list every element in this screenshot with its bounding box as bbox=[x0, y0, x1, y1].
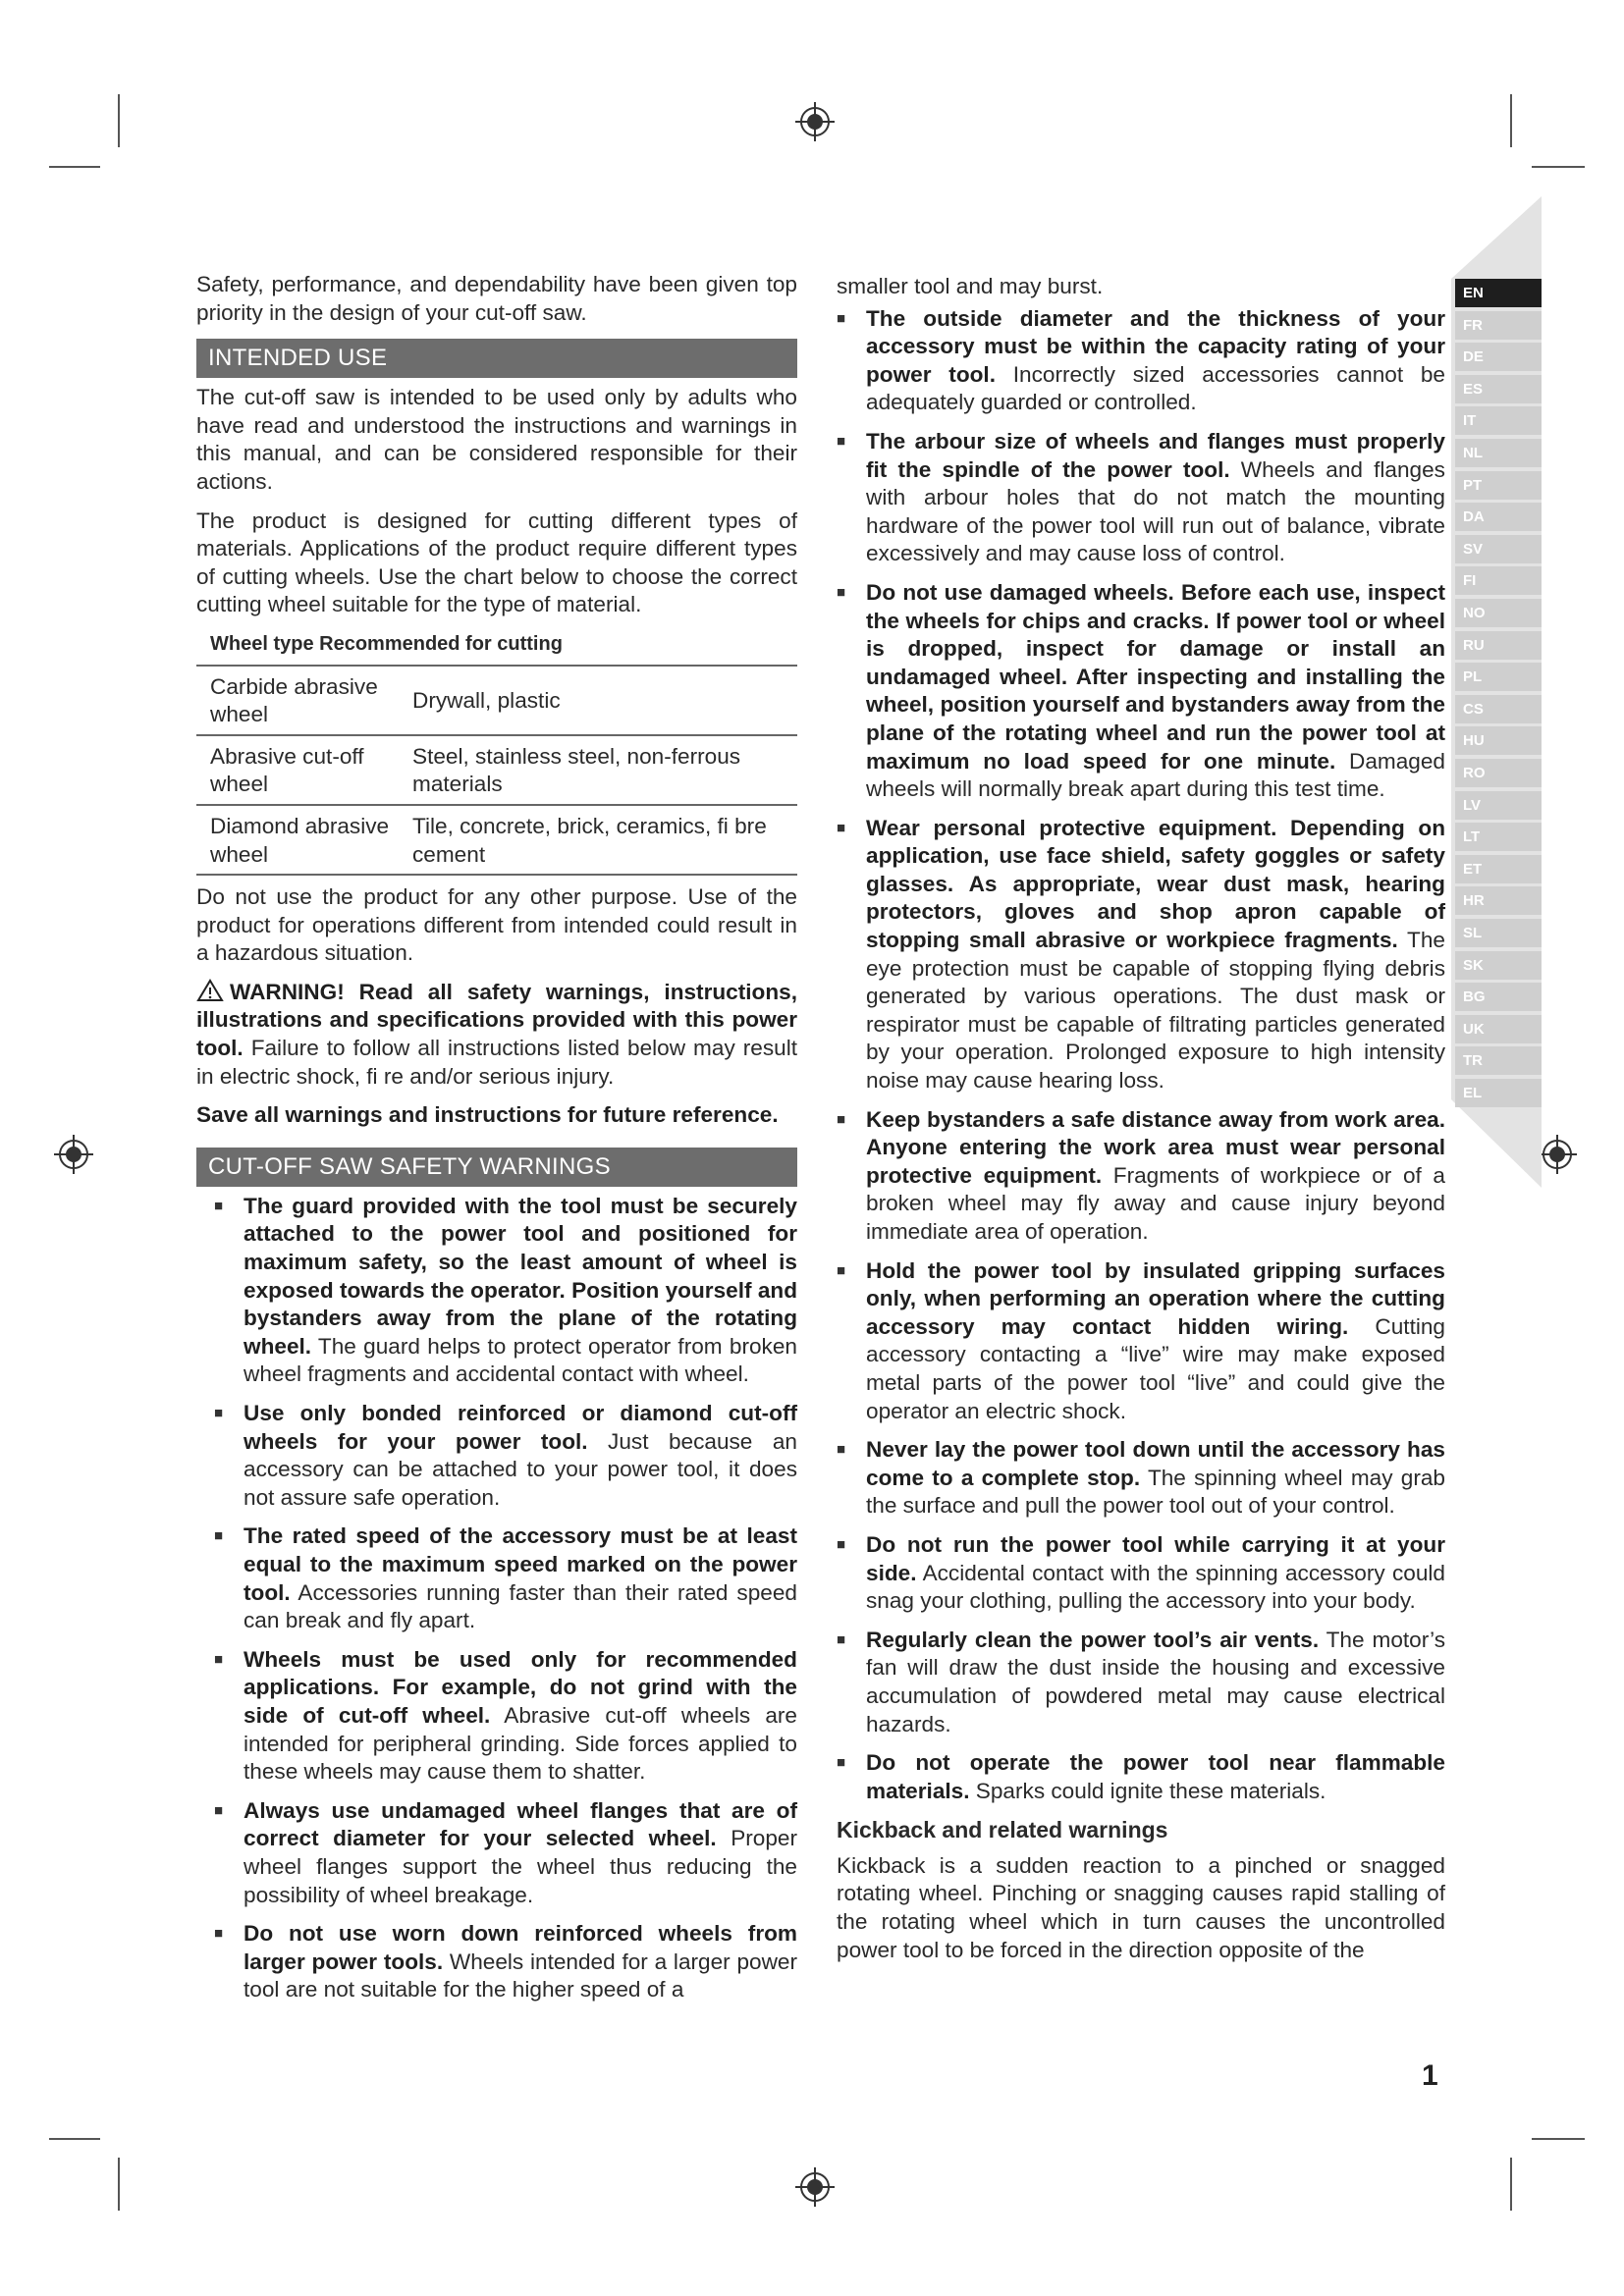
language-tab-hu[interactable]: HU bbox=[1455, 726, 1542, 755]
list-item bbox=[214, 1797, 797, 1909]
kickback-heading: Kickback and related warnings bbox=[837, 1817, 1168, 1843]
bullet-square-icon: ■ bbox=[837, 1441, 846, 1459]
list-item-text: Regularly clean the power tool’s air vents. The motor’s fan will draw the dust inside the housing and excessive accumulation of powdered metal may cause electrical hazards. bbox=[866, 1627, 1445, 1736]
list-item bbox=[214, 1193, 797, 1389]
list-item bbox=[214, 1400, 797, 1512]
language-tab-cs[interactable]: CS bbox=[1455, 695, 1542, 723]
list-item bbox=[837, 305, 1445, 417]
language-tab-uk[interactable]: UK bbox=[1455, 1015, 1542, 1043]
bullet-square-icon: ■ bbox=[214, 1801, 224, 1819]
list-item bbox=[837, 428, 1445, 568]
language-tab-tr[interactable]: TR bbox=[1455, 1046, 1542, 1075]
list-item bbox=[214, 1646, 797, 1787]
bullet-square-icon: ■ bbox=[214, 1925, 224, 1943]
warning-paragraph bbox=[196, 979, 797, 1091]
language-tab-en[interactable]: EN bbox=[1455, 279, 1542, 307]
list-item bbox=[837, 579, 1445, 804]
registration-mark-icon bbox=[795, 102, 835, 141]
table-row bbox=[196, 736, 797, 806]
wheel-use-cell: Drywall, plastic bbox=[412, 687, 561, 713]
language-tab-et[interactable]: ET bbox=[1455, 855, 1542, 883]
table-row bbox=[196, 806, 797, 876]
left-column bbox=[196, 271, 797, 2015]
warning-triangle-icon bbox=[196, 979, 224, 1002]
bullet-square-icon: ■ bbox=[837, 1261, 846, 1279]
list-item bbox=[837, 1531, 1445, 1616]
list-item-text: The arbour size of wheels and flanges must properly fit the spindle of the power tool. Wheels and flanges with arbour holes that do not match the mounting hardware of the power tool will run out of balance, vibrate excessively and may cause loss of control. bbox=[866, 428, 1445, 566]
crop-mark bbox=[1510, 2158, 1512, 2211]
list-item-text: Hold the power tool by insulated gripping surfaces only, when performing an operation where the cutting accessory may contact hidden wiring. Cutting accessory contacting a “live” wire may make exposed metal parts of the power tool “live” and could give the operator an electric shock. bbox=[866, 1257, 1446, 1423]
list-item-text: Use only bonded reinforced or diamond cut-off wheels for your power tool. Just because an accessory can be attached to your power tool, it does not assure safe operation. bbox=[244, 1401, 797, 1510]
bullet-square-icon: ■ bbox=[837, 1110, 846, 1128]
bullet-square-icon: ■ bbox=[214, 1197, 224, 1214]
list-item bbox=[837, 1106, 1445, 1247]
warning-rest: Failure to follow all instructions listed below may result in electric shock, fi re and/or serious injury. bbox=[196, 1036, 797, 1089]
list-item-text: Wear personal protective equipment. Depending on application, use face shield, safety goggles or safety glasses. As appropriate, wear dust mask, hearing protectors, gloves and shop apron capable of stopping small abrasive or workpiece fragments. The eye protection must be capable of stopping flying debris generated by various operations. The dust mask or respirator must be capable of filtrating particles generated by your operation. Prolonged exposure to high intensity noise may cause hearing loss. bbox=[866, 815, 1445, 1094]
left-bullet-list bbox=[196, 1193, 797, 2004]
bullet-square-icon: ■ bbox=[837, 819, 846, 836]
language-tab-sl[interactable]: SL bbox=[1455, 919, 1542, 947]
language-tab-es[interactable]: ES bbox=[1455, 375, 1542, 403]
crop-mark bbox=[118, 2158, 120, 2211]
bullet-square-icon: ■ bbox=[837, 432, 846, 450]
language-tab-el[interactable]: EL bbox=[1455, 1079, 1542, 1107]
language-tab-no[interactable]: NO bbox=[1455, 599, 1542, 627]
list-item bbox=[837, 815, 1445, 1095]
wheel-type-cell: Diamond abrasive wheel bbox=[210, 813, 390, 867]
bullet-square-icon: ■ bbox=[837, 1630, 846, 1648]
list-item-text: Do not operate the power tool near flammable materials. Sparks could ignite these materials. bbox=[866, 1750, 1445, 1803]
bullet-square-icon: ■ bbox=[837, 583, 846, 601]
wheel-type-table bbox=[196, 630, 797, 876]
language-tab-it[interactable]: IT bbox=[1455, 406, 1542, 435]
bullet-square-icon: ■ bbox=[837, 1535, 846, 1553]
registration-mark-icon bbox=[54, 1135, 93, 1174]
bullet-square-icon: ■ bbox=[214, 1650, 224, 1668]
wheel-use-cell: Steel, stainless steel, non-ferrous materials bbox=[412, 743, 741, 797]
language-tab-bg[interactable]: BG bbox=[1455, 983, 1542, 1011]
warning-bold: WARNING! Read all safety warnings, instructions, illustrations and specifications provided with this power tool. bbox=[196, 979, 797, 1061]
language-tab-hr[interactable]: HR bbox=[1455, 886, 1542, 915]
list-item bbox=[837, 1436, 1445, 1521]
list-item bbox=[214, 1920, 797, 2004]
right-bullet-list bbox=[837, 305, 1445, 1806]
list-item-text: Do not run the power tool while carrying it at your side. Accidental contact with the spinning accessory could snag your clothing, pulling the accessory into your body. bbox=[866, 1531, 1445, 1614]
list-item-text: Keep bystanders a safe distance away from work area. Anyone entering the work area must wear personal protective equipment. Fragments of workpiece or of a broken wheel may fly away and cause injury beyond immediate area of operation. bbox=[866, 1106, 1445, 1244]
list-item bbox=[837, 1749, 1445, 1805]
list-item bbox=[837, 1257, 1445, 1426]
registration-mark-icon bbox=[795, 2167, 835, 2207]
language-tab-de[interactable]: DE bbox=[1455, 343, 1542, 371]
crop-mark bbox=[1510, 94, 1512, 147]
language-tab-sk[interactable]: SK bbox=[1455, 951, 1542, 980]
language-tab-nl[interactable]: NL bbox=[1455, 439, 1542, 467]
language-tab-pt[interactable]: PT bbox=[1455, 471, 1542, 500]
intended-use-p1: The cut-off saw is intended to be used only by adults who have read and understood the instructions and warnings in this manual, and can be considered responsible for their actions. bbox=[196, 385, 797, 494]
list-item-text: Do not use damaged wheels. Before each use, inspect the wheels for chips and cracks. If power tool or wheel is dropped, inspect for damage or install an undamaged wheel. After inspecting and installing the wheel, position yourself and bystanders away from the plane of the rotating wheel and run the power tool at maximum no load speed for one minute. Damaged wheels will normally break apart during this test time. bbox=[866, 579, 1445, 802]
list-item-text: The rated speed of the accessory must be at least equal to the maximum speed marked on the power tool. Accessories running faster than their rated speed can break and fly apart. bbox=[244, 1523, 797, 1633]
list-item bbox=[837, 1627, 1445, 1738]
list-item-text: The outside diameter and the thickness of your accessory must be within the capacity rating of your power tool. Incorrectly sized accessories cannot be adequately guarded or controlled. bbox=[866, 305, 1445, 415]
bullet-square-icon: ■ bbox=[214, 1405, 224, 1421]
intended-use-heading: INTENDED USE bbox=[196, 339, 797, 378]
intended-use-p2: The product is designed for cutting different types of materials. Applications of the product require different types of cutting wheels. Use the chart below to choose the correct cutting wheel suitable for the type of material. bbox=[196, 507, 797, 617]
page-number: 1 bbox=[1422, 2059, 1438, 2092]
language-tab-da[interactable]: DA bbox=[1455, 503, 1542, 531]
list-item-text: Never lay the power tool down until the accessory has come to a complete stop. The spinning wheel may grab the surface and pull the power tool out of your control. bbox=[866, 1437, 1445, 1519]
language-tab-sv[interactable]: SV bbox=[1455, 535, 1542, 563]
list-item-text: Wheels must be used only for recommended applications. For example, do not grind with the side of cut-off wheel. Abrasive cut-off wheels are intended for peripheral grinding. Side forces applied to these wheels may cause them to shatter. bbox=[244, 1646, 797, 1785]
language-tab-lt[interactable]: LT bbox=[1455, 823, 1542, 851]
wheel-use-cell: Tile, concrete, brick, ceramics, fi bre cement bbox=[412, 813, 767, 867]
list-item-text: Always use undamaged wheel flanges that are of correct diameter for your selected wheel. Proper wheel flanges support the wheel thus reducing the possibility of wheel breakage. bbox=[244, 1797, 798, 1907]
list-item-text: Do not use worn down reinforced wheels from larger power tools. Wheels intended for a larger power tool are not suitable for the higher speed of a bbox=[244, 1921, 797, 2002]
after-table-paragraph: Do not use the product for any other purpose. Use of the product for operations different from intended could result in a hazardous situation. bbox=[196, 884, 797, 966]
wheel-type-cell: Abrasive cut-off wheel bbox=[210, 743, 364, 797]
continuation-text: smaller tool and may burst. bbox=[837, 274, 1104, 298]
bullet-square-icon: ■ bbox=[837, 309, 846, 327]
crop-mark bbox=[1532, 166, 1585, 168]
language-tab-fr[interactable]: FR bbox=[1455, 311, 1542, 340]
wheel-table-header: Wheel type Recommended for cutting bbox=[196, 630, 797, 667]
intro-paragraph: Safety, performance, and dependability have been given top priority in the design of your cut-off saw. bbox=[196, 272, 797, 325]
bullet-square-icon: ■ bbox=[214, 1527, 224, 1545]
kickback-paragraph: Kickback is a sudden reaction to a pinched or snagged rotating wheel. Pinching or snagging causes rapid stalling of the rotating wheel which in turn causes the uncontrolled power tool to be forced in the direction opposite of the bbox=[837, 1852, 1445, 1962]
table-row bbox=[196, 667, 797, 736]
language-tab-ro[interactable]: RO bbox=[1455, 759, 1542, 787]
save-note: Save all warnings and instructions for future reference. bbox=[196, 1102, 779, 1128]
language-tab-fi[interactable]: FI bbox=[1455, 566, 1542, 595]
right-column bbox=[837, 273, 1445, 1975]
list-item-text: The guard provided with the tool must be securely attached to the power tool and positioned for maximum safety, so the least amount of wheel is exposed towards the operator. Position yourself and bystanders away from the plane of the rotating wheel. The guard helps to protect operator from broken wheel fragments and accidental contact with wheel. bbox=[244, 1193, 797, 1387]
crop-mark bbox=[49, 2138, 100, 2140]
wheel-type-cell: Carbide abrasive wheel bbox=[210, 673, 378, 727]
crop-mark bbox=[49, 166, 100, 168]
language-tab-pl[interactable]: PL bbox=[1455, 663, 1542, 691]
list-item bbox=[214, 1522, 797, 1634]
crop-mark bbox=[118, 94, 120, 147]
language-tab-ru[interactable]: RU bbox=[1455, 631, 1542, 660]
language-tab-lv[interactable]: LV bbox=[1455, 791, 1542, 820]
crop-mark bbox=[1532, 2138, 1585, 2140]
safety-warnings-heading: CUT-OFF SAW SAFETY WARNINGS bbox=[196, 1148, 797, 1187]
bullet-square-icon: ■ bbox=[837, 1754, 846, 1772]
